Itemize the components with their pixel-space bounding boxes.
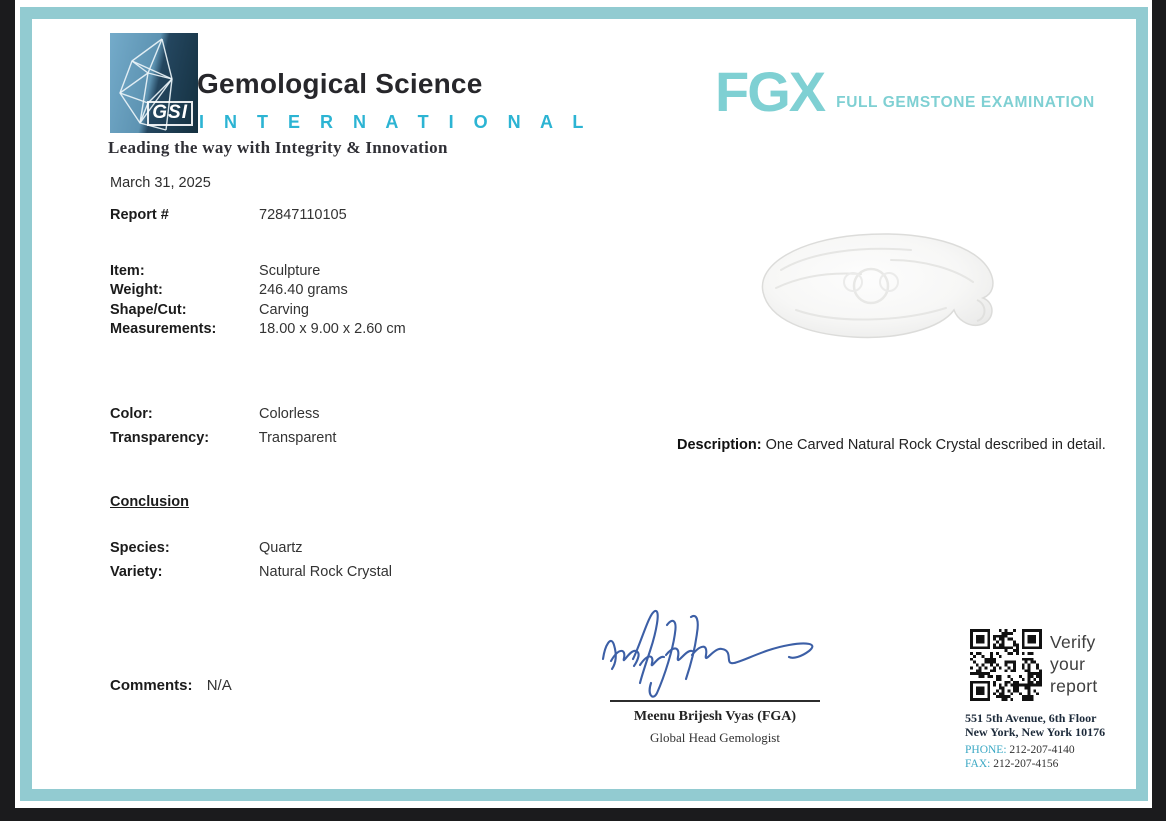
description-label: Description: xyxy=(677,437,762,453)
qr-code-icon xyxy=(970,629,1042,701)
fgx-logo-text: FGX xyxy=(715,60,825,123)
report-date: March 31, 2025 xyxy=(110,175,211,191)
phone-row xyxy=(965,743,1105,757)
lab-contact-block xyxy=(965,712,1105,771)
field-value: Transparent xyxy=(258,430,337,446)
field-label: Measurements: xyxy=(110,320,217,337)
phone-number: 212-207-4140 xyxy=(1009,744,1075,756)
report-number-row xyxy=(110,206,347,225)
item-fields xyxy=(110,262,406,339)
verify-line2: your xyxy=(1050,654,1086,674)
field-row-variety xyxy=(110,560,392,584)
fax-label: FAX: xyxy=(965,758,991,770)
field-value: Colorless xyxy=(259,406,320,422)
verify-line3: report xyxy=(1050,676,1098,696)
gsi-logo xyxy=(110,33,198,133)
field-label: Transparency: xyxy=(110,430,210,446)
description-text: One Carved Natural Rock Crystal described in detail. xyxy=(765,437,1106,453)
report-number-value: 72847110105 xyxy=(259,207,347,223)
comments-value: N/A xyxy=(206,677,232,694)
signature xyxy=(593,603,837,701)
field-row-shape-cut xyxy=(110,301,406,320)
address-line1: 551 5th Avenue, 6th Floor xyxy=(965,711,1097,725)
description-row xyxy=(677,437,1106,453)
field-label: Color: xyxy=(110,406,153,422)
fgx-subtitle: FULL GEMSTONE EXAMINATION xyxy=(836,94,1095,111)
fax-number: 212-207-4156 xyxy=(993,758,1059,770)
field-row-measurements xyxy=(110,320,406,339)
signatory-title: Global Head Gemologist xyxy=(650,730,780,745)
sculpture-photo xyxy=(741,220,1021,360)
brand-name: Gemological Science xyxy=(197,68,483,99)
certificate-page xyxy=(15,0,1152,808)
field-row-color xyxy=(110,402,336,426)
phone-label: PHONE: xyxy=(965,744,1007,756)
field-value: 246.40 grams xyxy=(259,282,348,299)
field-label: Species: xyxy=(110,540,170,556)
field-label: Variety: xyxy=(110,564,163,580)
field-row-transparency xyxy=(110,426,336,450)
fax-row xyxy=(965,757,1105,771)
gsi-logo-text: GSI xyxy=(147,101,193,126)
address-line2: New York, New York 10176 xyxy=(965,724,1106,739)
field-value: Carving xyxy=(259,301,309,318)
field-value: Sculpture xyxy=(259,263,321,279)
field-value: Natural Rock Crystal xyxy=(259,564,392,580)
conclusion-heading: Conclusion xyxy=(110,494,189,510)
brand-tagline: Leading the way with Integrity & Innovation xyxy=(108,138,448,157)
field-value: Quartz xyxy=(259,540,303,556)
field-value: 18.00 x 9.00 x 2.60 cm xyxy=(259,320,406,337)
conclusion-fields xyxy=(110,536,392,584)
signature-line xyxy=(610,700,820,702)
field-label: Shape/Cut: xyxy=(110,301,187,318)
field-row-item xyxy=(110,262,406,281)
field-row-weight xyxy=(110,281,406,300)
fgx-logo xyxy=(715,60,1095,123)
comments-label: Comments: xyxy=(110,677,193,694)
appearance-fields xyxy=(110,402,336,450)
verify-text xyxy=(1050,631,1098,697)
comments-row xyxy=(110,677,232,694)
field-row-species xyxy=(110,536,392,560)
signatory-name: Meenu Brijesh Vyas (FGA) xyxy=(633,709,797,724)
report-number-label: Report # xyxy=(110,207,169,223)
field-label: Weight: xyxy=(110,282,163,299)
field-label: Item: xyxy=(110,263,145,279)
brand-international: I N T E R N A T I O N A L xyxy=(199,112,591,132)
verify-line1: Verify xyxy=(1050,632,1096,652)
